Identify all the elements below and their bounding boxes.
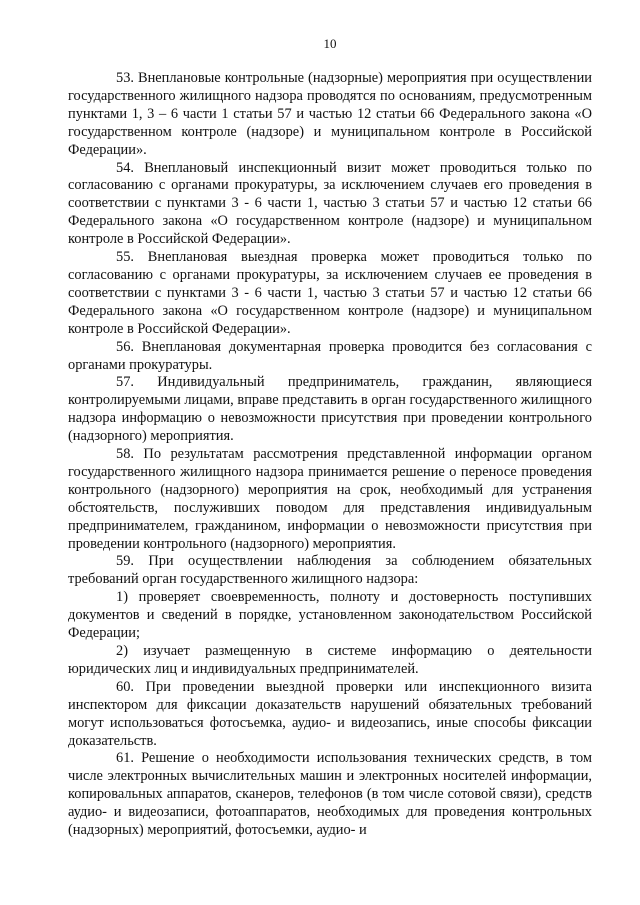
paragraph-58: 58. По результатам рассмотрения представленной информации органом государственного жилищного надзора принимается решение о переносе проведения контрольного (надзорного) мероприятия на срок, необходимый для устранения обстоятельств, послуживших поводом для представления индивидуальным предпринимателем, гражданином, информации о невозможности присутствия при проведении контрольного (надзорного) мероприятия. bbox=[68, 446, 592, 552]
paragraph-57: 57. Индивидуальный предприниматель, гражданин, являющиеся контролируемыми лицами, вправе представить в орган государственного жилищного надзора информацию о невозможности присутствия при проведении контрольного (надзорного) мероприятия. bbox=[68, 374, 592, 445]
paragraph-59-item-1: 1) проверяет своевременность, полноту и достоверность поступивших документов и сведений в порядке, установленном законодательством Российской Федерации; bbox=[68, 589, 592, 642]
paragraph-56: 56. Внеплановая документарная проверка проводится без согласования с органами прокуратуры. bbox=[68, 338, 592, 373]
page-number: 10 bbox=[323, 36, 337, 51]
paragraph-61: 61. Решение о необходимости использования технических средств, в том числе электронных вычислительных машин и электронных носителей информации, копировальных аппаратов, сканеров, телефонов (в том числе сотовой связи), средств аудио- и видеозаписи, фотоаппаратов, необходимых для проведения контрольных (надзорных) мероприятий, фотосъемки, аудио- и bbox=[68, 750, 592, 839]
paragraph-54: 54. Внеплановый инспекционный визит может проводиться только по согласованию с органами прокуратуры, за исключением случаев его проведения в соответствии с пунктами 3 - 6 части 1, частью 3 статьи 57 и частью 12 статьи 66 Федерального закона «О государственном контроле (надзоре) и муниципальном контроле в Российской Федерации». bbox=[68, 159, 592, 248]
paragraph-59-item-2: 2) изучает размещенную в системе информацию о деятельности юридических лиц и индивидуальных предпринимателей. bbox=[68, 643, 592, 677]
paragraph-60: 60. При проведении выездной проверки или инспекционного визита инспектором для фиксации доказательств нарушений обязательных требований могут использоваться фотосъемка, аудио- и видеозапись, иные способы фиксации доказательств. bbox=[68, 678, 592, 749]
paragraph-53: 53. Внеплановые контрольные (надзорные) мероприятия при осуществлении государственного жилищного надзора проводятся по основаниям, предусмотренным пунктами 1, 3 – 6 части 1 статьи 57 и частью 12 статьи 66 Федерального закона «О государственном контроле (надзоре) и муниципальном контроле в Российской Федерации». bbox=[68, 70, 592, 158]
paragraph-59: 59. При осуществлении наблюдения за соблюдением обязательных требований орган государственного жилищного надзора: bbox=[68, 553, 592, 588]
paragraph-55: 55. Внеплановая выездная проверка может проводиться только по согласованию с органами прокуратуры, за исключением случаев ее проведения в соответствии с пунктами 3 - 6 части 1, частью 3 статьи 57 и частью 12 статьи 66 Федерального закона «О государственном контроле (надзоре) и муниципальном контроле в Российской Федерации». bbox=[68, 249, 592, 337]
